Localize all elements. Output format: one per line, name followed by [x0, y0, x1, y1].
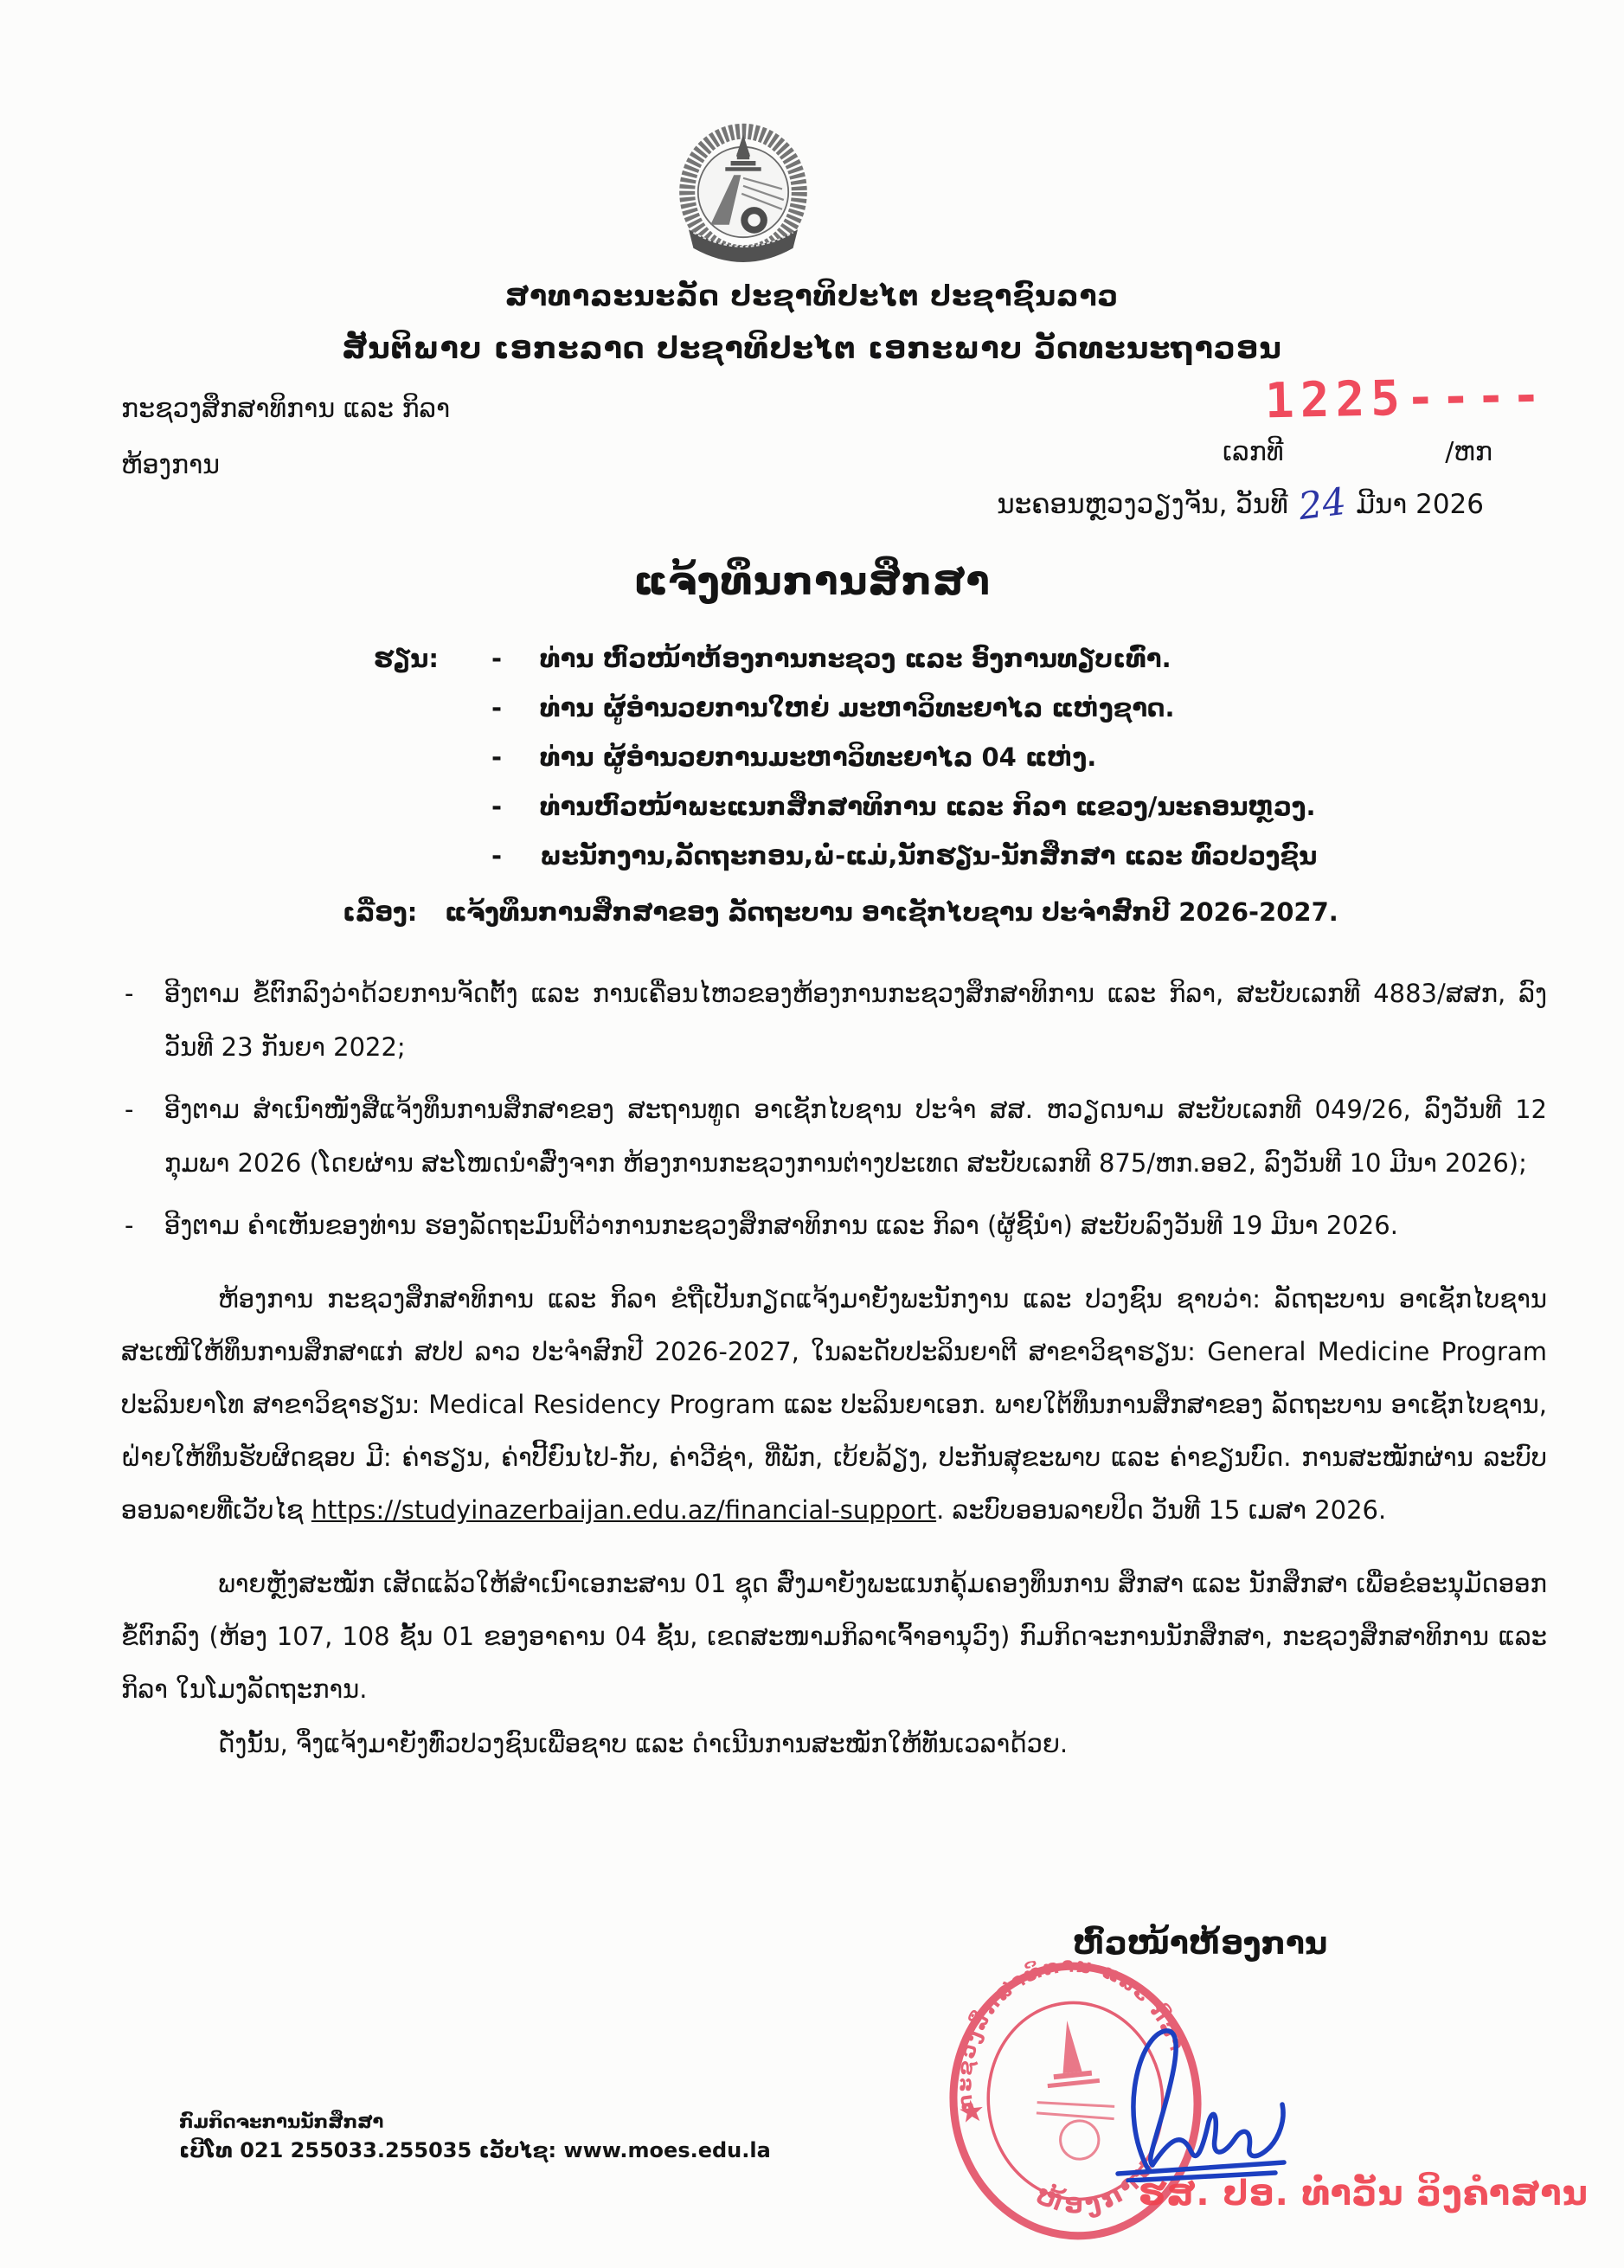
paragraph-1-tail: . ລະບົບອອນລາຍປິດ ວັນທີ 15 ເມສາ 2026. [936, 1495, 1387, 1525]
to-label: ຮຽນ: [374, 644, 439, 673]
body-paragraph-1 [121, 1273, 1547, 1537]
bullet-dash: - [491, 792, 503, 821]
stamp-top-text: ກະຊວງສຶກສາທິການ ແລະ ກິລາ [953, 1954, 1189, 2111]
bullet-dash: - [125, 1211, 134, 1240]
stamp-bottom-text: ຫ້ອງການ [1031, 2150, 1162, 2220]
document-title: ແຈ້ງທຶນການສຶກສາ [633, 558, 991, 604]
paragraph-1-text: ຫ້ອງການ ກະຊວງສຶກສາທິການ ແລະ ກິລາ ຂໍຖືເປັນກຽດແຈ້ງມາຍັງພະນັກງານ ແລະ ປວງຊົນ ຊາບວ່າ: ລັດຖະບານ ອາເຊັກໄບຊານ ສະເໜີໃຫ້ທຶນການສຶກສາແກ່ ສປປ ລາວ ປະຈຳສົກປີ 2026-2027, ໃນລະດັບປະລິນຍາຕີ ສາຂາວິຊາຮຽນ: General Medicine Program ປະລິນຍາໂທ ສາຂາວິຊາຮຽນ: Medical Residency Program ແລະ ປະລິນຍາເອກ. ພາຍໃຕ້ທຶນການສຶກສາຂອງ ລັດຖະບານ ອາເຊັກໄບຊານ, ຝ່າຍໃຫ້ທຶນຮັບຜິດຊອບ ມີ: ຄ່າຮຽນ, ຄ່າປີ້ຍົນໄປ-ກັບ, ຄ່າວີຊ່າ, ທີ່ພັກ, ເບ້ຍລ້ຽງ, ປະກັນສຸຂະພາບ ແລະ ຄ່າຂຽນບົດ. ການສະໝັກຜ່ານ ລະບົບອອນລາຍທີ່ເວັບໄຊ [121, 1284, 1547, 1525]
recipient-text: ພະນັກງານ,ລັດຖະກອນ,ພໍ່-ແມ່,ນັກຮຽນ-ນັກສຶກສາ ແລະ ທົ່ວປວງຊົນ [540, 841, 1318, 871]
bullet-dash: - [125, 979, 134, 1008]
closing-paragraph: ດັ່ງນັ້ນ, ຈຶ່ງແຈ້ງມາຍັງທົ່ວປວງຊົນເພື່ອຊາບ ແລະ ດຳເນີນການສະໝັກໃຫ້ທັນເວລາດ້ວຍ. [218, 1729, 1069, 1758]
bullet-dash: - [125, 1095, 134, 1124]
footer-block [179, 2108, 771, 2165]
bullet-dash: - [491, 693, 503, 723]
date-rest: ມີນາ 2026 [1356, 489, 1484, 520]
reference-text: ອີງຕາມ ຄຳເຫັນຂອງທ່ານ ຮອງລັດຖະມົນຕີວ່າການກະຊວງສຶກສາທິການ ແລະ ກິລາ (ຜູ້ຊີ້ນຳ) ສະບັບລົງວັນທີ 19 ມີນາ 2026. [164, 1211, 1398, 1240]
reference-item [121, 1198, 1547, 1252]
body-paragraph-2: ພາຍຫຼັງສະໝັກ ເສັດແລ້ວໃຫ້ສຳເນົາເອກະສານ 01 ຊຸດ ສົ່ງມາຍັງພະແນກຄຸ້ມຄອງທຶນການ ສຶກສາ ແລະ ນັກສຶກສາ ເພື່ອຂໍອະນຸມັດອອກຂໍ້ຕົກລົງ (ຫ້ອງ 107, 108 ຊັ້ນ 01 ຂອງອາຄານ 04 ຊັ້ນ, ເຂດສະໜາມກິລາເຈົ້າອານຸວົງ) ກົມກິດຈະການນັກສຶກສາ, ກະຊວງສຶກສາທິການ ແລະ ກິລາ ໃນໂມງລັດຖະການ. [121, 1569, 1547, 1704]
footer-contact: ເບີໂທ 021 255033.255035 ເວັບໄຊ: www.moes.edu.la [179, 2138, 771, 2162]
lao-national-emblem [664, 114, 822, 270]
bullet-dash: - [491, 841, 503, 871]
recipient-row [121, 634, 1547, 684]
recipient-row [121, 733, 1547, 782]
office-name: ຫ້ອງການ [121, 450, 221, 480]
place-date-line [997, 479, 1484, 530]
subject-text: ແຈ້ງທຶນການສຶກສາຂອງ ລັດຖະບານ ອາເຊັກໄບຊານ ປະຈຳສົກປີ 2026-2027. [445, 897, 1338, 927]
bullet-dash: - [491, 742, 503, 772]
footer-department: ກົມກິດຈະການນັກສຶກສາ [179, 2111, 384, 2132]
reference-item [121, 967, 1547, 1074]
recipient-text: ທ່ານ ຜູ້ອຳນວຍການມະຫາວິທະຍາໄລ 04 ແຫ່ງ. [540, 742, 1097, 772]
national-motto-line1: ສາທາລະນະລັດ ປະຊາທິປະໄຕ ປະຊາຊົນລາວ [504, 279, 1120, 312]
reference-text: ອີງຕາມ ສຳເນົາໜັງສືແຈ້ງທຶນການສຶກສາຂອງ ສະຖານທູດ ອາເຊັກໄບຊານ ປະຈຳ ສສ. ຫວຽດນາມ ສະບັບເລກທີ 049/26, ລົງວັນທີ 12 ກຸມພາ 2026 (ໂດຍຜ່ານ ສະໂໜດນຳສົ່ງຈາກ ຫ້ອງການກະຊວງການຕ່າງປະເທດ ສະບັບເລກທີ 875/ຫກ.ອອ2, ລົງວັນທີ 10 ມີນາ 2026); [164, 1095, 1547, 1178]
reference-item [121, 1083, 1547, 1190]
place-date-prefix: ນະຄອນຫຼວງວຽງຈັນ, ວັນທີ [997, 489, 1288, 520]
recipient-text: ທ່ານຫົວໜ້າພະແນກສຶກສາທິການ ແລະ ກິລາ ແຂວງ/ນະຄອນຫຼວງ. [540, 792, 1316, 821]
ministry-name: ກະຊວງສຶກສາທິການ ແລະ ກິລາ [121, 394, 451, 424]
recipient-row [121, 782, 1547, 832]
document-number-line [1223, 437, 1492, 467]
recipient-text: ທ່ານ ຜູ້ອຳນວຍການໃຫຍ່ ມະຫາວິທະຍາໄລ ແຫ່ງຊາດ. [540, 693, 1175, 723]
signer-name-stamp: ຮສ. ປອ. ທ່ຳວັນ ວິງຄຳສານ [1139, 2174, 1589, 2213]
recipient-row [121, 832, 1547, 881]
subject-label: ເລື່ອງ: [343, 897, 418, 927]
recipient-text: ທ່ານ ຫົວໜ້າຫ້ອງການກະຊວງ ແລະ ອົງການທຽບເທົ່າ. [540, 644, 1171, 673]
signature-scribble [1066, 2009, 1326, 2182]
recipients-block [121, 634, 1547, 881]
handwritten-day: 24 [1295, 479, 1349, 530]
application-url-link: https://studyinazerbaijan.edu.az/financial-support [311, 1495, 937, 1525]
recipient-row [121, 684, 1547, 733]
number-label: ເລກທີ [1223, 437, 1284, 467]
subject-line [121, 888, 1547, 937]
number-suffix: /ຫກ [1445, 437, 1492, 467]
letter-body [121, 634, 1547, 1770]
references-block [121, 967, 1547, 1252]
reference-text: ອີງຕາມ ຂໍ້ຕົກລົງວ່າດ້ວຍການຈັດຕັ້ງ ແລະ ການເຄື່ອນໄຫວຂອງຫ້ອງການກະຊວງສຶກສາທິການ ແລະ ກິລາ, ສະບັບເລກທີ 4883/ສສກ, ລົງວັນທີ 23 ກັນຍາ 2022; [164, 979, 1547, 1062]
national-motto-line2: ສັນຕິພາບ ເອກະລາດ ປະຊາທິປະໄຕ ເອກະພາບ ວັດທະນະຖາວອນ [342, 331, 1282, 366]
bullet-dash: - [491, 644, 503, 673]
signature-title: ຫົວໜ້າຫ້ອງການ [1073, 1926, 1328, 1962]
reference-number-stamp: 1225---- [1264, 367, 1548, 430]
